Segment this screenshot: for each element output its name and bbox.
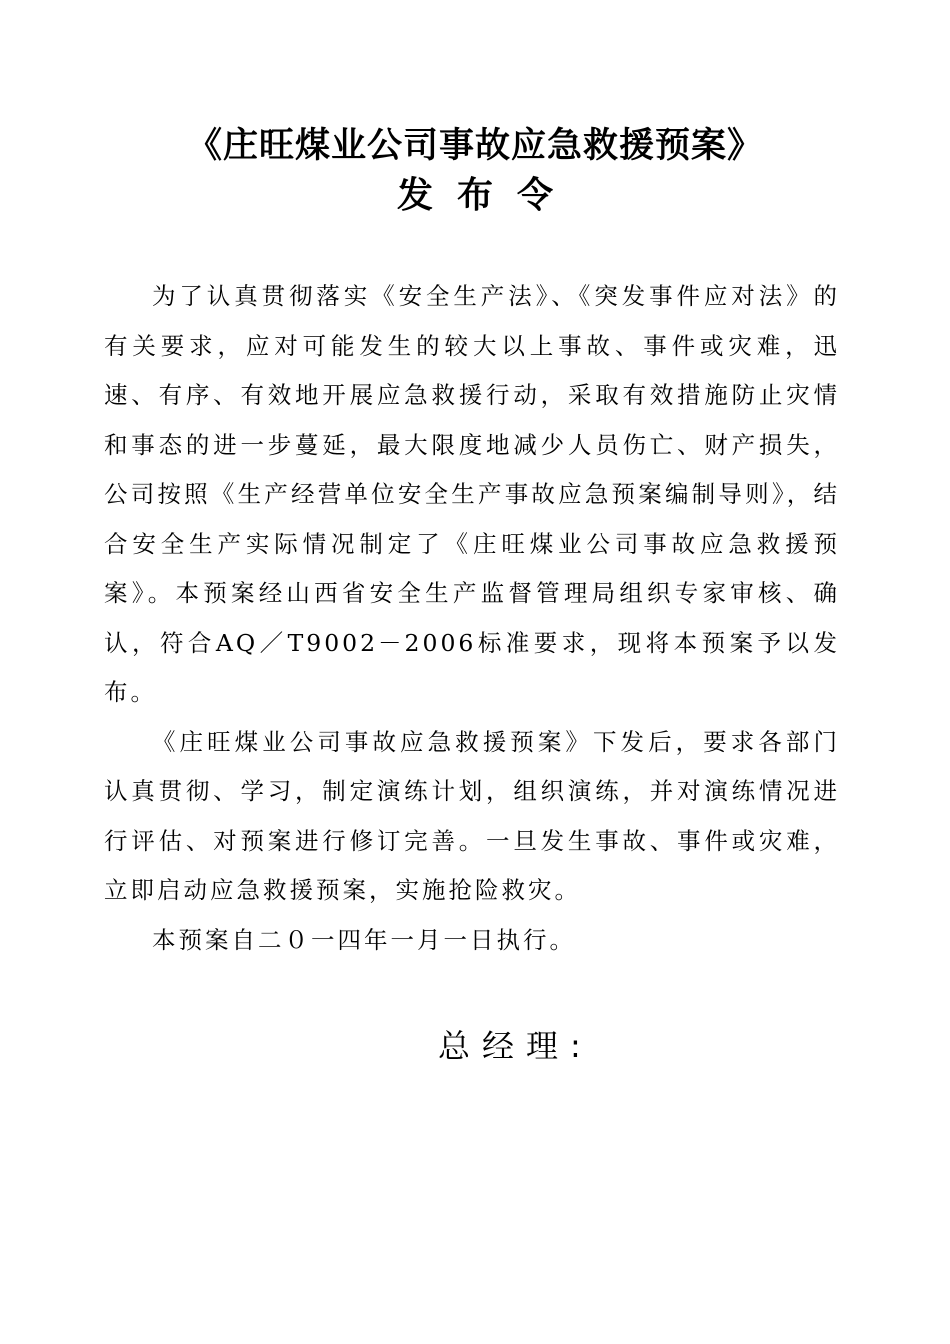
paragraph-3: 本预案自二０一四年一月一日执行。 [152,925,576,954]
document-subtitle: 发布令 [396,175,577,216]
document-body [104,272,840,965]
document-title: 《庄旺煤业公司事故应急救援预案》 [186,126,763,166]
signature-label: 总经理: [438,1027,593,1065]
paragraph-2: 《庄旺煤业公司事故应急救援预案》下发后，要求各部门认真贯彻、学习，制定演练计划，组织演练，并对演练情况进行评估、对预案进行修订完善。一旦发生事故、事件或灾难，立即启动应急救援预案，实施抢险救灾。 [104,727,840,904]
paragraph-1: 为了认真贯彻落实《安全生产法》、《突发事件应对法》的有关要求，应对可能发生的较大以上事故、事件或灾难，迅速、有序、有效地开展应急救援行动，采取有效措施防止灾情和事态的进一步蔓延，最大限度地减少人员伤亡、财产损失，公司按照《生产经营单位安全生产事故应急预案编制导则》，结合安全生产实际情况制定了《庄旺煤业公司事故应急救援预案》。本预案经山西省安全生产监督管理局组织专家审核、确认，符合AQ／T9002－2006标准要求，现将本预案予以发布。 [104,282,840,706]
